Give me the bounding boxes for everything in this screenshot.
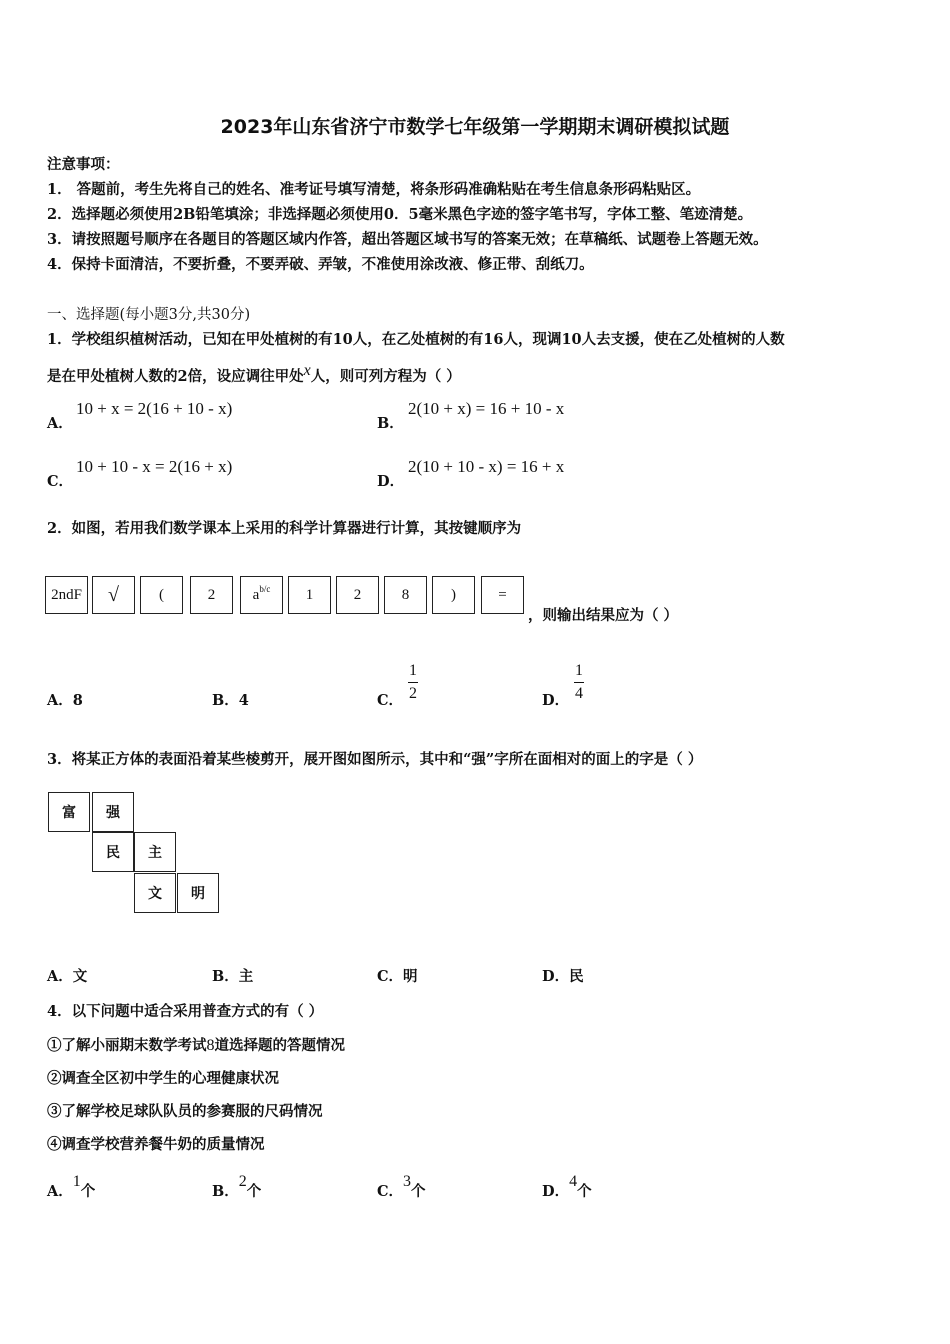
q2-tail: ，则输出结果应为（ ） bbox=[528, 607, 679, 624]
q2-option-b: B．4 bbox=[212, 692, 249, 709]
q3-text: 3．将某正方体的表面沿着某些棱剪开，展开图如图所示，其中和“强”字所在面相对的面上的字是（ ） bbox=[47, 751, 703, 768]
q1-option-a-label: A． bbox=[47, 415, 73, 432]
page-title: 2023年山东省济宁市数学七年级第一学期期末调研模拟试题 bbox=[220, 116, 730, 138]
q4-item: ①了解小丽期末数学考试8道选择题的答题情况 bbox=[47, 1037, 345, 1054]
net-cell: 明 bbox=[177, 873, 219, 913]
q3-option-d: D．民 bbox=[542, 968, 584, 985]
q4-option-d: D．4个 bbox=[542, 1173, 592, 1200]
q1-text: 1．学校组织植树活动，已知在甲处植树的有10人，在乙处植树的有16人，现调10人去支援，使在乙处植树的人数 bbox=[47, 331, 785, 348]
notice-item: 4．保持卡面清洁，不要折叠，不要弄破、弄皱，不准使用涂改液、修正带、刮纸刀。 bbox=[47, 256, 594, 273]
q1-option-c-expr: 10 + 10 - x = 2(16 + x) bbox=[76, 457, 233, 476]
q1-option-b-label: B． bbox=[377, 415, 404, 432]
calc-key-2: 2 bbox=[336, 576, 379, 614]
q1-option-d-label: D． bbox=[377, 473, 405, 490]
q4-option-a: A．1个 bbox=[47, 1173, 96, 1200]
net-cell: 文 bbox=[134, 873, 176, 913]
net-cell: 富 bbox=[48, 792, 90, 832]
q3-option-b: B．主 bbox=[212, 968, 254, 985]
notice-item: 2．选择题必须使用2B铅笔填涂；非选择题必须使用0．5毫米黑色字迹的签字笔书写，字体工整、笔迹清楚。 bbox=[47, 206, 753, 223]
q3-option-c: C．明 bbox=[377, 968, 418, 985]
net-cell: 主 bbox=[134, 832, 176, 872]
q4-item: ④调查学校营养餐牛奶的质量情况 bbox=[47, 1136, 265, 1153]
calc-key-1: 1 bbox=[288, 576, 331, 614]
q3-option-a: A．文 bbox=[47, 968, 88, 985]
calc-key-sqrt: √ bbox=[92, 576, 135, 614]
q4-option-b: B．2个 bbox=[212, 1173, 262, 1200]
net-cell: 强 bbox=[92, 792, 134, 832]
section-heading: 一、选择题(每小题3分,共30分) bbox=[47, 307, 251, 323]
q4-item: ③了解学校足球队队员的参赛服的尺码情况 bbox=[47, 1103, 323, 1120]
q1-text-line2: 是在甲处植树人数的2倍，设应调往甲处x人，则可列方程为（ ） bbox=[47, 362, 461, 385]
q2-option-d-fraction: 1 4 bbox=[575, 662, 583, 702]
q4-option-c: C．3个 bbox=[377, 1173, 426, 1200]
q1-option-c-label: C． bbox=[47, 473, 74, 490]
q2-option-c-label: C． bbox=[377, 692, 404, 709]
calc-key-fraction: a b/c bbox=[240, 576, 283, 614]
q2-option-d-label: D． bbox=[542, 692, 570, 709]
q2-text: 2．如图，若用我们数学课本上采用的科学计算器进行计算，其按键顺序为 bbox=[47, 520, 522, 537]
calc-key-8: 8 bbox=[384, 576, 427, 614]
q1-option-a-expr: 10 + x = 2(16 + 10 - x) bbox=[76, 399, 233, 418]
q2-option-a: A．8 bbox=[47, 692, 83, 709]
calc-key-equals: = bbox=[481, 576, 524, 614]
calc-key-2ndf: 2ndF bbox=[45, 576, 88, 614]
q1-option-d-expr: 2(10 + 10 - x) = 16 + x bbox=[408, 457, 565, 476]
q4-item: ②调查全区初中学生的心理健康状况 bbox=[47, 1070, 279, 1087]
notice-item: 3．请按照题号顺序在各题目的答题区域内作答，超出答题区域书写的答案无效；在草稿纸、试题卷上答题无效。 bbox=[47, 231, 768, 248]
q4-text: 4．以下问题中适合采用普查方式的有（ ） bbox=[47, 1003, 324, 1020]
calc-key-2: 2 bbox=[190, 576, 233, 614]
notice-item: 1． 答题前，考生先将自己的姓名、准考证号填写清楚，将条形码准确粘贴在考生信息条形码粘贴区。 bbox=[47, 181, 701, 198]
net-cell: 民 bbox=[92, 832, 134, 872]
notice-heading: 注意事项： bbox=[47, 156, 120, 173]
calc-key-open-paren: ( bbox=[140, 576, 183, 614]
q2-option-c-fraction: 1 2 bbox=[409, 662, 417, 702]
calc-key-close-paren: ) bbox=[432, 576, 475, 614]
q1-option-b-expr: 2(10 + x) = 16 + 10 - x bbox=[408, 399, 565, 418]
